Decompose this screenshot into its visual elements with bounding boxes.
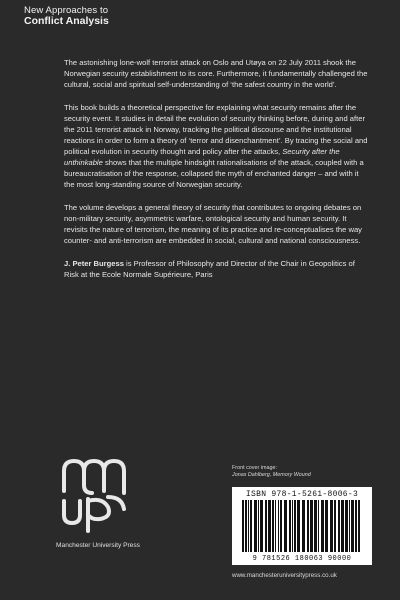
author-bio	[64, 258, 370, 280]
blurb	[64, 57, 370, 292]
barcode-bar	[345, 500, 348, 552]
barcode-bar	[297, 500, 300, 552]
barcode-bar	[245, 500, 247, 552]
cover-credit-label: Front cover image:	[232, 465, 277, 471]
barcode-bar	[302, 500, 305, 552]
barcode-bar	[292, 500, 293, 552]
barcode-bar	[265, 500, 267, 552]
barcode-bar	[330, 500, 333, 552]
blurb-paragraph-3: The volume develops a general theory of security that contributes to ongoing debates on non-military security, asymmetric warfare, ontological security and human security. It revisits the nature of terrorism, the meaning of its practice and re-conceptualises the way counter- and anti-terrorism are embedded in social, cultural and national consciousness.	[64, 203, 362, 245]
barcode-bar	[314, 500, 317, 552]
barcode-bar	[351, 500, 354, 552]
barcode-bar	[341, 500, 344, 552]
barcode-bar	[310, 500, 313, 552]
publisher-name: Manchester University Press	[56, 542, 140, 549]
barcode-bar	[272, 500, 274, 552]
series-title	[24, 6, 109, 27]
book-title-inline: Security after the unthinkable	[64, 147, 340, 167]
barcode-digits: 9 781526 180063	[252, 555, 324, 563]
barcode-bar	[275, 500, 276, 552]
barcode-bar	[280, 500, 282, 552]
barcode-bar	[358, 500, 360, 552]
publisher-website: www.manchesteruniversitypress.co.uk	[232, 572, 337, 579]
series-title-line2: Conflict Analysis	[24, 14, 109, 27]
barcode-bars-icon	[242, 500, 362, 552]
barcode-bar	[250, 500, 252, 552]
barcode-bar	[307, 500, 309, 552]
barcode-bar	[268, 500, 271, 552]
blurb-paragraph-2-text-b: shows that the multiple hindsight rationalisations of the attack, coupled with a bureaucratisation of the response, collapsed the myth of enchanted danger – and with it the most long-standing source of Norwegian security.	[64, 158, 364, 189]
cover-credit	[232, 465, 311, 479]
barcode-bar	[318, 500, 319, 552]
barcode-bar	[289, 500, 291, 552]
barcode-bar	[260, 500, 263, 552]
barcode-bar	[355, 500, 357, 552]
barcode-bar	[349, 500, 350, 552]
cover-credit-work: Jonas Dahlberg, Memory Wound	[232, 472, 311, 478]
barcode-bar	[278, 500, 279, 552]
barcode-bar	[258, 500, 259, 552]
barcode-bar	[254, 500, 257, 552]
blurb-paragraph-2-text-a: This book builds a theoretical perspective for explaining what security remains after the security event. It studies in detail the evolution of security thinking before, during and after the 2011 terrorist attack in Norway, tracking the political discourse and the institutional reactions in order to form a theory of ‘terror and disenchantment’. By tracing the social and political evolution in security thought and policy after the attacks,	[64, 103, 368, 156]
barcode-price-code: 90000	[327, 555, 352, 563]
blurb-paragraph-1: The astonishing lone-wolf terrorist attack on Oslo and Utøya on 22 July 2011 shook the Norwegian security establishment to its core. Furthermore, it fundamentally challenged the cultural, social and spiritual self-understanding of ‘the safest country in the world’.	[64, 58, 368, 89]
barcode-bar	[248, 500, 249, 552]
author-bio-text: is Professor of Philosophy and Director of the Chair in Geopolitics of Risk at the Ecole Normale Supérieure, Paris	[64, 259, 355, 279]
barcode-bar	[325, 500, 328, 552]
mup-logo-icon	[58, 457, 130, 535]
barcode-bar	[284, 500, 287, 552]
barcode-bar	[294, 500, 296, 552]
barcode-bar	[338, 500, 340, 552]
series-title-line1: New Approaches to	[24, 5, 109, 16]
author-name: J. Peter Burgess	[64, 259, 124, 268]
barcode-bar	[321, 500, 324, 552]
barcode-number	[232, 555, 372, 563]
barcode-bar	[334, 500, 336, 552]
barcode	[232, 487, 372, 565]
blurb-paragraph-2	[64, 102, 370, 190]
isbn-text: ISBN 978-1-5261-8006-3	[245, 490, 359, 499]
barcode-bar	[242, 500, 244, 552]
